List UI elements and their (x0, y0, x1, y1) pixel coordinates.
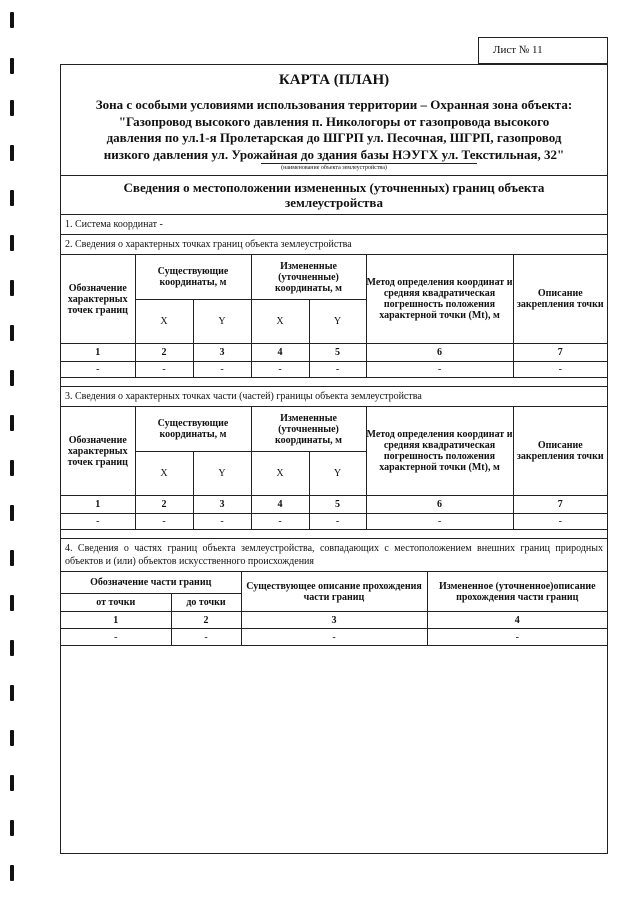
binder-mark (10, 505, 14, 521)
binder-mark (10, 415, 14, 431)
column-number: 1 (61, 612, 171, 629)
header-x: X (251, 452, 309, 496)
binder-mark (10, 235, 14, 251)
header-description: Описание закрепления точки (513, 255, 607, 344)
column-number: 4 (251, 496, 309, 514)
table-cell: - (135, 514, 193, 530)
binder-mark (10, 370, 14, 386)
binder-mark (10, 865, 14, 881)
section-3-label: 3. Сведения о характерных точках части (частей) границы объекта землеустройства (61, 386, 607, 406)
binder-mark (10, 12, 14, 28)
document-frame (60, 64, 608, 854)
header-boundary-part: Обозначение части границ (61, 572, 241, 594)
table-cell: - (366, 362, 513, 378)
column-number: 1 (61, 344, 135, 362)
column-number: 4 (427, 612, 607, 629)
table-cell: - (61, 362, 135, 378)
binder-mark (10, 550, 14, 566)
table-cell: - (251, 362, 309, 378)
binder-mark (10, 325, 14, 341)
document-title: КАРТА (ПЛАН) (278, 72, 390, 88)
table-cell: - (61, 629, 171, 646)
binder-mark (10, 460, 14, 476)
header-method: Метод определения координат и средняя квадратическая погрешность положения характерной точки (Mt), м (366, 407, 513, 496)
header-x: X (135, 300, 193, 344)
section-4-label: 4. Сведения о частях границ объекта землеустройства, совпадающих с местоположением внешних границ природных объектов и (или) объектов искусственного происхождения (61, 538, 607, 571)
table-cell: - (135, 362, 193, 378)
header-description: Описание закрепления точки (513, 407, 607, 496)
table-cell: - (241, 629, 427, 646)
column-number: 7 (513, 344, 607, 362)
header-y: Y (309, 452, 366, 496)
column-number: 2 (171, 612, 241, 629)
binder-mark (10, 595, 14, 611)
header-x: X (135, 452, 193, 496)
table-cell: - (513, 362, 607, 378)
header-from-point: от точки (61, 594, 171, 612)
column-number: 2 (135, 344, 193, 362)
table-cell: - (366, 514, 513, 530)
boundary-parts-table (61, 571, 607, 646)
table-cell: - (427, 629, 607, 646)
binder-mark (10, 280, 14, 296)
column-number: 4 (251, 344, 309, 362)
binder-mark (10, 145, 14, 161)
table-cell: - (61, 514, 135, 530)
binder-mark (10, 190, 14, 206)
binder-mark (10, 685, 14, 701)
column-number: 7 (513, 496, 607, 514)
header-y: Y (193, 452, 251, 496)
header-method: Метод определения координат и средняя квадратическая погрешность положения характерной точки (Mt), м (366, 255, 513, 344)
table-cell: - (309, 362, 366, 378)
sheet-number-box (478, 37, 608, 64)
binder-mark (10, 820, 14, 836)
table-cell: - (513, 514, 607, 530)
column-number: 5 (309, 496, 366, 514)
header-changed-description: Измененное (уточненное)описание прохождения части границ (427, 572, 607, 612)
header-existing-coords: Существующие координаты, м (135, 407, 251, 452)
header-existing-description: Существующее описание прохождения части границ (241, 572, 427, 612)
zone-description (61, 97, 607, 163)
binder-mark (10, 775, 14, 791)
section-2-label: 2. Сведения о характерных точках границ объекта землеустройства (61, 234, 607, 254)
column-number: 3 (241, 612, 427, 629)
binder-mark (10, 100, 14, 116)
column-number: 5 (309, 344, 366, 362)
zone-line-2: "Газопровод высокого давления п. Никологоры от газопровода высокого (118, 113, 550, 129)
column-number: 3 (193, 344, 251, 362)
table-cell: - (251, 514, 309, 530)
header-changed-coords: Измененные (уточненные) координаты, м (251, 255, 366, 300)
header-existing-coords: Существующие координаты, м (135, 255, 251, 300)
header-changed-coords: Измененные (уточненные) координаты, м (251, 407, 366, 452)
header-x: X (251, 300, 309, 344)
header-y: Y (309, 300, 366, 344)
column-number: 3 (193, 496, 251, 514)
column-number: 6 (366, 496, 513, 514)
binder-mark (10, 640, 14, 656)
header-point: Обозначение характерных точек границ (61, 255, 135, 344)
zone-line-1: Зона с особыми условиями использования территории – Охранная зона объекта: (95, 97, 573, 112)
zone-line-4: низкого давления ул. Урожайная до здания базы НЭУГХ ул. Текстильная, 32" (103, 146, 565, 162)
binder-mark (10, 730, 14, 746)
table-cell: - (193, 362, 251, 378)
binder-mark (10, 58, 14, 74)
column-number: 2 (135, 496, 193, 514)
table-cell: - (171, 629, 241, 646)
object-caption: (наименование объекта землеустройства) (281, 165, 387, 171)
table-cell: - (309, 514, 366, 530)
column-number: 1 (61, 496, 135, 514)
header-y: Y (193, 300, 251, 344)
header-point: Обозначение характерных точек границ (61, 407, 135, 496)
points-table-section-2 (61, 254, 607, 378)
sheet-number: Лист № 11 (493, 44, 543, 56)
points-table-section-3 (61, 406, 607, 530)
coordinate-system: 1. Система координат - (61, 214, 607, 234)
column-number: 6 (366, 344, 513, 362)
header-to-point: до точки (171, 594, 241, 612)
table-cell: - (193, 514, 251, 530)
section-title: Сведения о местоположении измененных (уточненных) границ объекта землеустройства (123, 180, 545, 210)
zone-line-3: давления по ул.1-я Пролетарская до ШГРП ул. Песочная, ШГРП, газопровод (106, 130, 562, 145)
